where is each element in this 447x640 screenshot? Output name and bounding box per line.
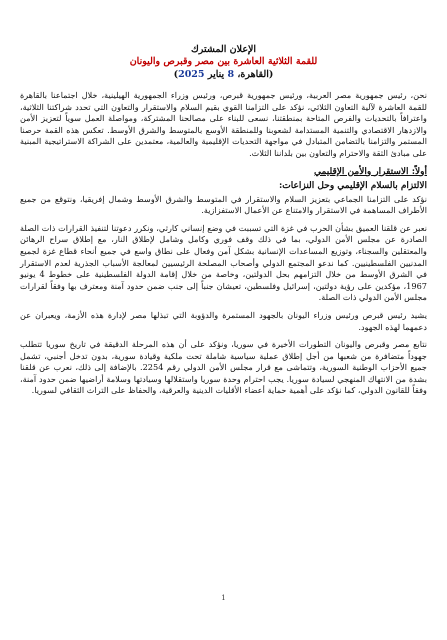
subsection-heading: الالتزام بالسلام الإقليمي وحل النزاعات: xyxy=(278,180,427,191)
document-date xyxy=(20,68,427,81)
date-middle: يناير xyxy=(204,69,228,80)
document-title: الإعلان المشترك xyxy=(190,44,257,55)
document-header xyxy=(20,44,427,81)
document-subtitle: للقمة الثلاثية العاشرة بين مصر وقبرص واليونان xyxy=(129,56,318,67)
paragraph-gaza: نعبر عن قلقنا العميق بشأن الحرب في غزة التي تسببت في وضع إنساني كارثي، ونكرر دعوتنا لتنفيذ القرارات ذات الصلة الصادرة عن مجلس الأمن الدولي، بما في ذلك وقف فوري وكامل وشامل لإطلاق النار، مع إطلاق سراح الرهائن والمعتقلين والسجناء، وتوزيع المساعدات الإنسانية بشكل آمن وفعال على نطاق واسع في جميع أنحاء قطاع غزة لجميع المدنيين الفلسطينيين. كما ندعو المجتمع الدولي وأصحاب المصلحة الرئيسيين لمعالجة الأسباب الجذرية لعدم الاستقرار في الشرق الأوسط من خلال التزامهم بحل الدولتين، وخاصة من خلال إقامة الدولة الفلسطينية على خطوط 4 يونيو 1967، مؤكدين على رؤية دولتين، إسرائيل وفلسطين، تعيشان جنباً إلى جنب ضمن حدود آمنة ومعترف بها وفقاً لقرارات مجلس الأمن الدولي ذات الصلة. xyxy=(20,222,427,303)
date-suffix: ) xyxy=(173,69,179,80)
intro-paragraph: نحن، رئيس جمهورية مصر العربية، ورئيس جمهورية قبرص، ورئيس وزراء الجمهورية الهيلينية، خلال اجتماعنا بالقاهرة للقمة العاشرة لآلية التعاون الثلاثي، نؤكد على التزامنا القوي بقيم السلام والاستقرار والتعاون التي تحدد شراكتنا الثلاثية، واعترافاً بالتحديات والفرص المتاحة بمنطقتنا، نسعى للبناء على مصالحنا المشتركة، ومواصلة العمل سوياً لتعزيز الأمن والازدهار الاقتصادي والتنمية المستدامة لشعوبنا وللمنطقة الأوسع بالمتوسط والشرق الأوسط. تعكس هذه القمة حرصنا المستمر والتزامنا بالتضامن المتبادل في مواجهة التحديات الإقليمية والعالمية، معتمدين على الشراكة الاستراتيجية المبنية على مبادئ الثقة والاحترام والتعاون بين بلداننا الثلاث. xyxy=(20,90,427,158)
page-number: 1 xyxy=(221,594,226,602)
date-year: 2025 xyxy=(178,69,205,80)
date-day: 8 xyxy=(227,69,235,80)
section-heading: أولاً: الاستقرار والأمن الإقليمي xyxy=(314,166,427,177)
date-prefix: (القاهرة، xyxy=(234,69,274,80)
paragraph-regional-stability: نؤكد على التزامنا الجماعي بتعزيز السلام والاستقرار في المتوسط والشرق الأوسط وشمال إفريقيا، ونتوقع من جميع الأطراف المساهمة في الاستقرار والامتناع عن الأعمال الاستفزازية. xyxy=(20,193,427,216)
paragraph-egypt-efforts: يشيد رئيس قبرص ورئيس وزراء اليونان بالجهود المستمرة والدؤوبة التي تبذلها مصر لإدارة هذه الأزمة، ويعبران عن دعمهما لهذه الجهود. xyxy=(20,309,427,332)
paragraph-syria: نتابع مصر وقبرص واليونان التطورات الأخيرة في سوريا، ونؤكد على أن هذه المرحلة الدقيقة في تاريخ سوريا تتطلب جهوداً متضافرة من شعبها من أجل إطلاق عملية سياسية شاملة تحت ملكية وقيادة سورية، بدون تدخل أجنبي، تشمل جميع الأحزاب الوطنية السورية، وتتماشى مع قرار مجلس الأمن الدولي رقم 2254. بالإضافة إلى ذلك، نعرب عن قلقنا بشدة من الانتهاك المنهجي لسيادة سوريا. يجب احترام وحدة سوريا واستقلالها وسيادتها وسلامة أراضيها ضمن حدود آمنة، وفقاً للقانون الدولي، كما نؤكد على أهمية حماية أعضاء الأقليات الدينية والعرقية، والحفاظ على التراث الثقافي لسوريا. xyxy=(20,339,427,396)
